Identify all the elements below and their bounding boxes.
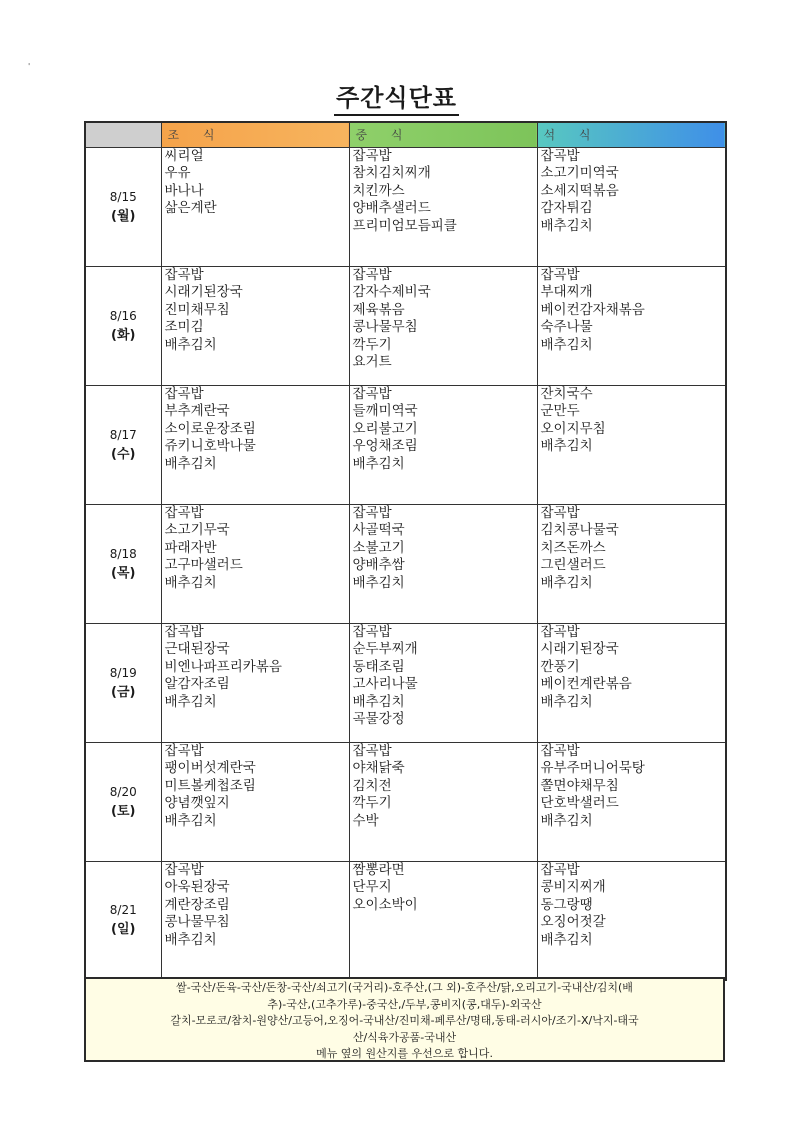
menu-item: 근대된장국 — [164, 641, 230, 658]
menu-item: 배추김치 — [540, 574, 593, 591]
menu-item: 베이컨감자채볶음 — [540, 301, 645, 318]
menu-item: 배추김치 — [164, 574, 217, 591]
header-breakfast: 조 식 — [161, 122, 349, 147]
weekday-label: (월) — [111, 208, 136, 224]
header-day — [85, 122, 161, 147]
breakfast-cell — [161, 623, 349, 742]
menu-item: 삶은계란 — [164, 200, 217, 217]
menu-item: 부추계란국 — [164, 403, 230, 420]
lunch-cell — [349, 861, 537, 980]
day-row — [85, 504, 726, 623]
lunch-cell — [349, 742, 537, 861]
day-row — [85, 147, 726, 266]
menu-item: 잡곡밥 — [540, 147, 580, 164]
menu-item: 팽이버섯계란국 — [164, 760, 256, 777]
menu-item: 쫄면야채무침 — [540, 777, 619, 794]
menu-item: 유부주머니어묵탕 — [540, 760, 645, 777]
menu-item: 아욱된장국 — [164, 879, 230, 896]
weekday-label: (일) — [111, 922, 136, 938]
menu-item: 감자수제비국 — [352, 284, 431, 301]
date-label: 8/16 — [109, 308, 137, 323]
menu-item: 잡곡밥 — [164, 623, 204, 640]
menu-item: 잡곡밥 — [540, 266, 580, 283]
menu-item: 콩비지찌개 — [540, 879, 606, 896]
lunch-cell — [349, 266, 537, 385]
menu-item: 배추김치 — [352, 574, 405, 591]
menu-item: 그린샐러드 — [540, 557, 606, 574]
origin-note-line: 산/식육가공품-국내산 — [352, 1030, 457, 1044]
menu-item: 배추김치 — [164, 455, 217, 472]
menu-item: 부대찌개 — [540, 284, 593, 301]
menu-item: 잡곡밥 — [164, 266, 204, 283]
menu-item: 오이지무침 — [540, 420, 606, 437]
day-row — [85, 861, 726, 980]
menu-item: 곡물강정 — [352, 711, 405, 728]
menu-item: 우엉채조림 — [352, 438, 418, 455]
menu-item: 고구마샐러드 — [164, 557, 243, 574]
menu-item: 단호박샐러드 — [540, 795, 619, 812]
date-label: 8/18 — [109, 546, 137, 561]
day-cell — [85, 504, 161, 623]
day-row — [85, 742, 726, 861]
menu-item: 양배추샐러드 — [352, 200, 431, 217]
menu-item: 소고기미역국 — [540, 165, 619, 182]
menu-item: 깐풍기 — [540, 658, 580, 675]
menu-item: 파래자반 — [164, 539, 217, 556]
date-label: 8/19 — [109, 665, 137, 680]
menu-item: 시래기된장국 — [164, 284, 243, 301]
day-row — [85, 385, 726, 504]
weekday-label: (수) — [111, 446, 136, 462]
corner-mark: ' — [28, 62, 31, 71]
dinner-cell — [537, 861, 726, 980]
breakfast-cell — [161, 147, 349, 266]
breakfast-cell — [161, 504, 349, 623]
menu-item: 배추김치 — [164, 931, 217, 948]
menu-item: 요거트 — [352, 354, 392, 371]
menu-item: 미트볼케첩조림 — [164, 777, 256, 794]
menu-item: 잡곡밥 — [164, 504, 204, 521]
menu-item: 콩나물무침 — [164, 914, 230, 931]
weekday-label: (토) — [111, 803, 136, 819]
menu-item: 배추김치 — [540, 438, 593, 455]
day-cell — [85, 861, 161, 980]
origin-note-line: 추)-국산,(고추가루)-중국산,/두부,콩비지(콩,대두)-외국산 — [267, 997, 542, 1011]
menu-item: 제육볶음 — [352, 301, 405, 318]
page-title: 주간식단표 — [0, 78, 793, 113]
menu-item: 계란장조림 — [164, 896, 230, 913]
menu-item: 잡곡밥 — [352, 742, 392, 759]
menu-item: 알감자조림 — [164, 676, 230, 693]
menu-item: 양념깻잎지 — [164, 795, 230, 812]
menu-item: 깍두기 — [352, 336, 392, 353]
menu-item: 배추김치 — [164, 336, 217, 353]
lunch-cell — [349, 623, 537, 742]
menu-item: 쥬키니호박나물 — [164, 438, 256, 455]
menu-item: 야채닭죽 — [352, 760, 405, 777]
menu-item: 비엔나파프리카볶음 — [164, 658, 282, 675]
menu-item: 잡곡밥 — [164, 861, 204, 878]
menu-item: 소고기무국 — [164, 522, 230, 539]
origin-note-line: 갈치-모로코/참치-원양산/고등어,오징어-국내산/진미채-페루산/명태,동태-러시아/조기-X/낙지-태국 — [170, 1014, 639, 1027]
menu-item: 잡곡밥 — [540, 742, 580, 759]
origin-note-line: 메뉴 옆의 원산지를 우선으로 합니다. — [316, 1047, 493, 1060]
menu-item: 잡곡밥 — [540, 623, 580, 640]
menu-item: 치즈돈까스 — [540, 539, 606, 556]
header-row — [85, 122, 726, 147]
date-label: 8/21 — [109, 903, 137, 918]
day-cell — [85, 385, 161, 504]
day-row — [85, 266, 726, 385]
origin-note — [84, 977, 725, 1062]
dinner-cell — [537, 385, 726, 504]
menu-item: 배추김치 — [540, 931, 593, 948]
menu-item: 잡곡밥 — [352, 385, 392, 402]
menu-item: 배추김치 — [164, 693, 217, 710]
menu-item: 소불고기 — [352, 539, 405, 556]
menu-item: 바나나 — [164, 182, 204, 199]
lunch-cell — [349, 147, 537, 266]
header-dinner: 석 식 — [537, 122, 726, 147]
menu-item: 배추김치 — [540, 336, 593, 353]
menu-item: 콩나물무침 — [352, 319, 418, 336]
menu-item: 오이소박이 — [352, 896, 418, 913]
weekday-label: (금) — [111, 684, 136, 700]
breakfast-cell — [161, 385, 349, 504]
menu-item: 배추김치 — [352, 693, 405, 710]
menu-item: 잡곡밥 — [540, 504, 580, 521]
menu-item: 잔치국수 — [540, 385, 593, 402]
menu-item: 동그랑땡 — [540, 896, 593, 913]
lunch-cell — [349, 385, 537, 504]
menu-item: 잡곡밥 — [352, 266, 392, 283]
menu-item: 잡곡밥 — [352, 623, 392, 640]
menu-item: 배추김치 — [540, 812, 593, 829]
menu-item: 짬뽕라면 — [352, 861, 405, 878]
menu-item: 프리미엄모듬피클 — [352, 217, 457, 234]
day-cell — [85, 147, 161, 266]
dinner-cell — [537, 266, 726, 385]
origin-note-line: 쌀-국산/돈육-국산/돈창-국산/쇠고기(국거리)-호주산,(그 외)-호주산/닭,오리고기-국내산/김치(배 — [176, 981, 633, 994]
menu-item: 양배추쌈 — [352, 557, 405, 574]
menu-body — [85, 147, 726, 980]
menu-item: 배추김치 — [540, 693, 593, 710]
menu-item: 단무지 — [352, 879, 392, 896]
menu-item: 깍두기 — [352, 795, 392, 812]
menu-item: 조미김 — [164, 319, 204, 336]
weekday-label: (화) — [111, 327, 136, 343]
day-cell — [85, 266, 161, 385]
menu-item: 참치김치찌개 — [352, 165, 431, 182]
menu-item: 진미채무침 — [164, 301, 230, 318]
menu-item: 오리불고기 — [352, 420, 418, 437]
menu-item: 순두부찌개 — [352, 641, 418, 658]
breakfast-cell — [161, 266, 349, 385]
day-row — [85, 623, 726, 742]
weekday-label: (목) — [111, 565, 136, 581]
day-cell — [85, 623, 161, 742]
weekly-menu-table — [84, 121, 727, 981]
menu-item: 소세지떡볶음 — [540, 182, 619, 199]
menu-item: 잡곡밥 — [164, 742, 204, 759]
menu-item: 시래기된장국 — [540, 641, 619, 658]
menu-item: 김치전 — [352, 777, 392, 794]
menu-item: 오징어젓갈 — [540, 914, 606, 931]
menu-item: 고사리나물 — [352, 676, 418, 693]
menu-item: 사골떡국 — [352, 522, 405, 539]
day-cell — [85, 742, 161, 861]
date-label: 8/17 — [109, 427, 137, 442]
menu-item: 배추김치 — [540, 217, 593, 234]
menu-item: 배추김치 — [352, 455, 405, 472]
menu-item: 우유 — [164, 165, 191, 182]
menu-item: 치킨까스 — [352, 182, 405, 199]
menu-item: 들깨미역국 — [352, 403, 418, 420]
menu-item: 잡곡밥 — [352, 147, 392, 164]
menu-item: 소이로운장조림 — [164, 420, 256, 437]
menu-item: 동태조림 — [352, 658, 405, 675]
menu-item: 잡곡밥 — [540, 861, 580, 878]
breakfast-cell — [161, 742, 349, 861]
menu-item: 배추김치 — [164, 812, 217, 829]
menu-item: 수박 — [352, 812, 379, 829]
menu-item: 베이컨계란볶음 — [540, 676, 632, 693]
menu-item: 김치콩나물국 — [540, 522, 619, 539]
dinner-cell — [537, 742, 726, 861]
header-lunch: 중 식 — [349, 122, 537, 147]
menu-item: 잡곡밥 — [352, 504, 392, 521]
dinner-cell — [537, 623, 726, 742]
dinner-cell — [537, 147, 726, 266]
menu-item: 씨리얼 — [164, 147, 204, 164]
menu-item: 잡곡밥 — [164, 385, 204, 402]
lunch-cell — [349, 504, 537, 623]
menu-item: 숙주나물 — [540, 319, 593, 336]
dinner-cell — [537, 504, 726, 623]
breakfast-cell — [161, 861, 349, 980]
date-label: 8/20 — [109, 784, 137, 799]
menu-item: 군만두 — [540, 403, 580, 420]
menu-item: 감자튀김 — [540, 200, 593, 217]
date-label: 8/15 — [109, 189, 137, 204]
